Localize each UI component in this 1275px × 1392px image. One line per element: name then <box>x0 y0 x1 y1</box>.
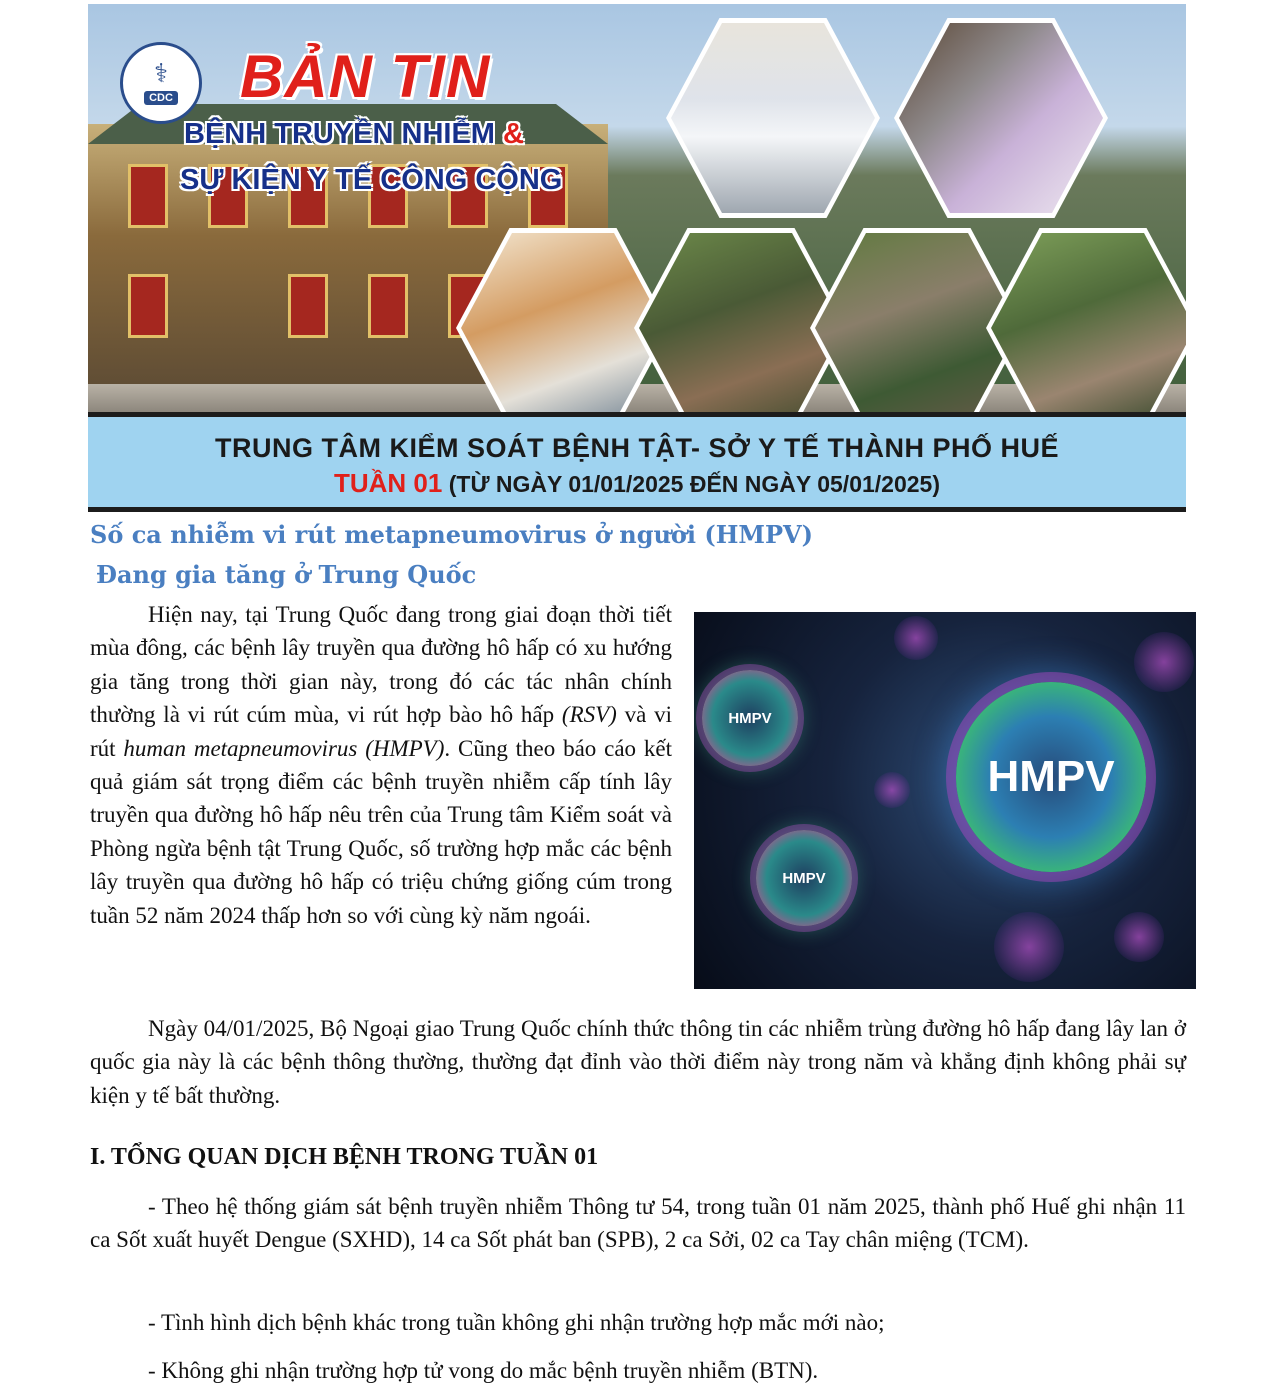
virus-hmpv-large: HMPV <box>956 682 1146 872</box>
section-1-paragraph-3: - Không ghi nhận trường hợp tử vong do mắc bệnh truyền nhiễm (BTN). <box>148 1358 819 1383</box>
article-paragraph-2: Ngày 04/01/2025, Bộ Ngoại giao Trung Quốc chính thức thông tin các nhiễm trùng đường hô hấp đang lây lan ở quốc gia này là các bệnh thông thường, thường đạt đỉnh vào thời điểm này trong năm và khẳng định không phải sự kiện y tế bất thường. <box>90 1016 1186 1108</box>
week-date-range: TUẦN 01 (TỪ NGÀY 01/01/2025 ĐẾN NGÀY 05/01/2025) <box>333 468 940 498</box>
caduceus-icon: ⚕ <box>153 59 169 88</box>
banner-subtitle-line2: SỰ KIỆN Y TẾ CÔNG CỘNG <box>180 164 563 196</box>
article-heading-line1: Số ca nhiễm vi rút metapneumovirus ở người (HMPV) <box>90 520 814 549</box>
hmpv-virus-image <box>694 612 1196 989</box>
organization-name: TRUNG TÂM KIỂM SOÁT BỆNH TẬT- SỞ Y TẾ THÀNH PHỐ HUẾ <box>214 433 1060 463</box>
article-paragraph-1: Hiện nay, tại Trung Quốc đang trong giai đoạn thời tiết mùa đông, các bệnh lây truyền qua đường hô hấp có xu hướng gia tăng trong thời gian này, trong đó các tác nhân chính thường là vi rút cúm mùa, vi rút hợp bào hô hấp (RSV) và vi rút human metapneumovirus (HMPV). Cũng theo báo cáo kết quả giám sát trọng điểm các bệnh truyền nhiễm cấp tính lây truyền qua đường hô hấp nêu trên của Trung tâm Kiểm soát và Phòng ngừa bệnh tật Trung Quốc, số trường hợp mắc các bệnh lây truyền qua đường hô hấp có triệu chứng giống cúm trong tuần 52 năm 2024 thấp hơn so với cùng kỳ năm ngoái. <box>90 602 672 928</box>
virus-hmpv-small-2: HMPV <box>756 830 852 926</box>
article-heading-line2: Đang gia tăng ở Trung Quốc <box>96 560 477 589</box>
banner-subtitle-line1: BỆNH TRUYỀN NHIỄM & <box>184 118 524 150</box>
cdc-logo: ⚕ CDC <box>120 42 202 124</box>
section-1-paragraph-1: - Theo hệ thống giám sát bệnh truyền nhiễm Thông tư 54, trong tuần 01 năm 2025, thành phố Huế ghi nhận 11 ca Sốt xuất huyết Dengue (SXHD), 14 ca Sốt phát ban (SPB), 2 ca Sởi, 02 ca Tay chân miệng (TCM). <box>90 1194 1186 1253</box>
virus-hmpv-small-1: HMPV <box>702 670 798 766</box>
banner-title: BẢN TIN <box>240 43 491 110</box>
banner-footer-band <box>88 412 1186 512</box>
section-1-title: I. TỔNG QUAN DỊCH BỆNH TRONG TUẦN 01 <box>90 1144 599 1170</box>
newsletter-banner <box>88 4 1186 512</box>
section-1-paragraph-2: - Tình hình dịch bệnh khác trong tuần không ghi nhận trường hợp mắc mới nào; <box>148 1310 885 1335</box>
